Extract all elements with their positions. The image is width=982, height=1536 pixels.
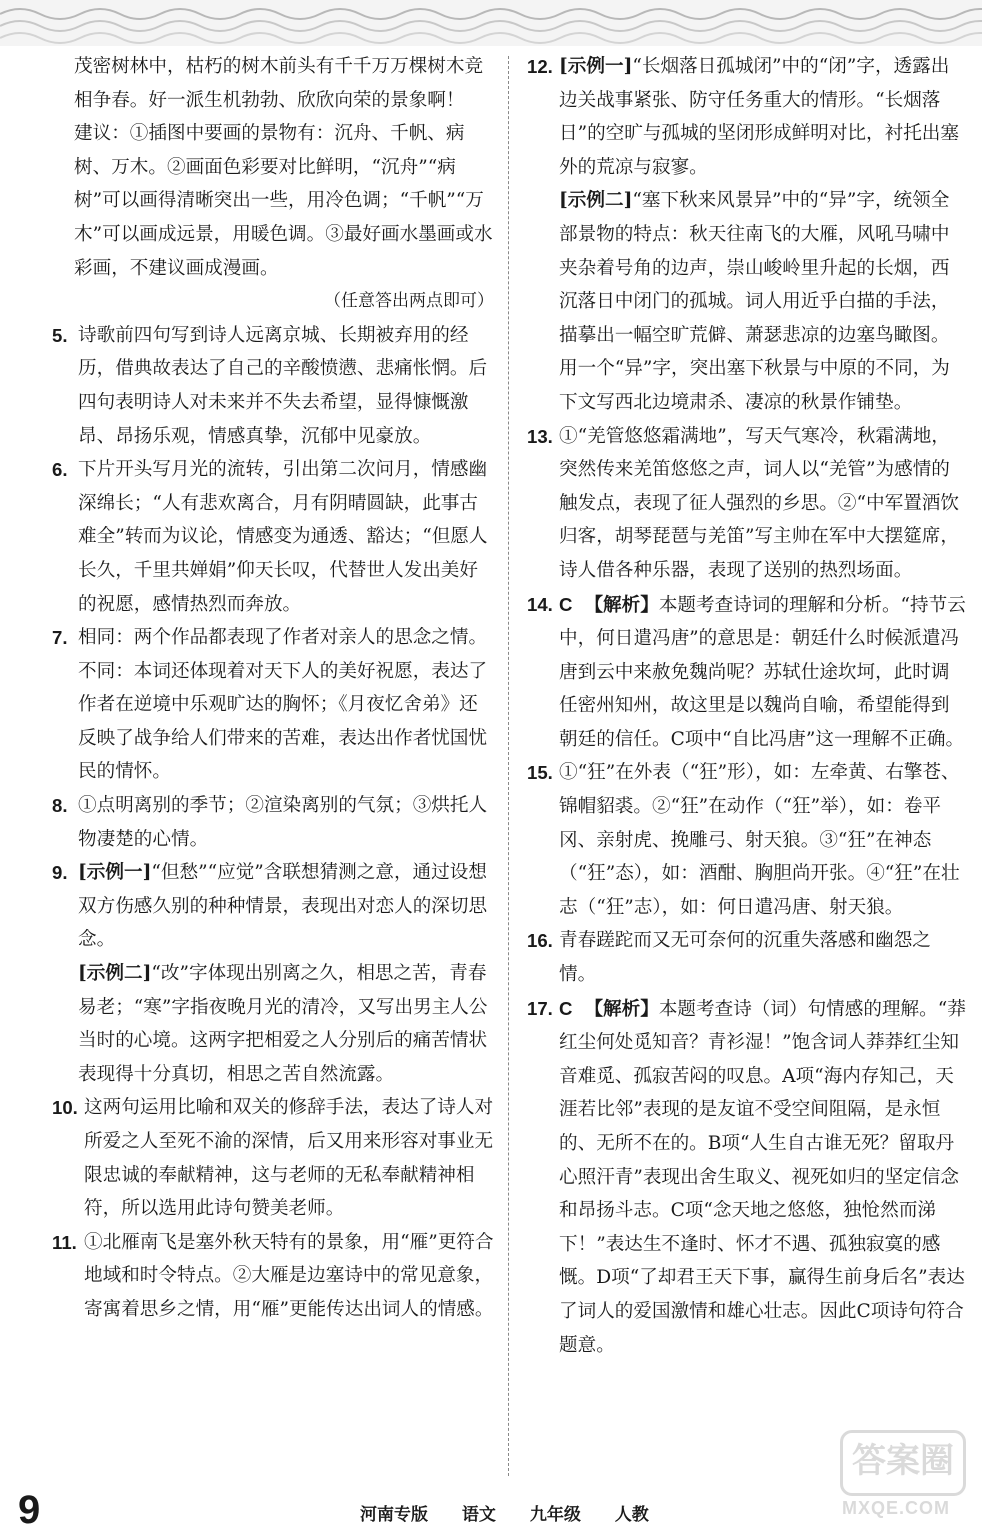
- answer-item-11: [52, 1226, 494, 1327]
- answer-item-16: [527, 924, 967, 991]
- analysis-text: 本题考查诗词的理解和分析。“持节云中，何日遣冯唐”的意思是：朝廷什么时候派遣冯唐到云中来赦免魏尚呢？苏轼仕途坎坷，此时调任密州知州，故这里是以魏尚自喻，希望能得到朝廷的信任。C项中“自比冯唐”这一理解不正确。: [559, 594, 966, 750]
- item-number: 13.: [527, 425, 553, 447]
- footer-edition: 河南专版: [360, 1505, 428, 1525]
- answer-item-17: [527, 992, 967, 1363]
- item-text: ①“狂”在外表（“狂”形），如：左牵黄、右擎苍、锦帽貂裘。②“狂”在动作（“狂”举），如：卷平冈、亲射虎、挽雕弓、射天狼。③“狂”在神态（“狂”态），如：酒酣、胸胆尚开张。④“狂”在壮志（“狂”志），如：何日遣冯唐、射天狼。: [559, 762, 960, 918]
- item-text: 诗歌前四句写到诗人远离京城、长期被弃用的经历，借典故表达了自己的辛酸愤懑、悲痛怅惘。后四句表明诗人对未来并不失去希望，显得慷慨激昂、昂扬乐观，情感真挚，沉郁中见豪放。: [78, 324, 488, 447]
- item-number: 5.: [52, 324, 68, 346]
- item-text: [559, 588, 967, 757]
- answer-item-10: [52, 1091, 494, 1225]
- answer-item-12: [527, 50, 967, 420]
- example-one: [78, 856, 494, 957]
- example-label: [示例一]: [559, 56, 633, 77]
- answer-letter: C: [559, 997, 573, 1019]
- suggestion-paragraph: 建议：①插图中要画的景物有：沉舟、千帆、病树、万木。②画面色彩要对比鲜明，“沉舟”“病树”可以画得清晰突出一些，用冷色调；“千帆”“万木”可以画成远景，用暖色调。③最好画水墨画或水彩画，不建议画成漫画。: [74, 123, 493, 279]
- item-number: 12.: [527, 56, 553, 77]
- item-number: 10.: [52, 1097, 78, 1119]
- item-number: 14.: [527, 593, 553, 615]
- item-text: 青春蹉跎而又无可奈何的沉重失落感和幽怨之情。: [559, 930, 931, 986]
- answer-item-8: [52, 789, 494, 856]
- example-label: [示例二]: [559, 190, 633, 212]
- answer-columns: [0, 50, 982, 1490]
- item-number: 15.: [527, 762, 553, 784]
- scoring-note: （任意答出两点即可）: [324, 291, 494, 312]
- example-two: [559, 184, 967, 419]
- footer-publisher: 人教: [614, 1505, 649, 1525]
- example-two: [78, 957, 494, 1091]
- analysis-text: 本题考查诗（词）句情感的理解。“莽红尘何处觅知音？青衫湿！”饱含词人莽莽红尘知音难觅、孤寂苦闷的叹息。A项“海内存知己，天涯若比邻”表现的是友谊不受空间阻隔，是永恒的、无所不在的。B项“人生自古谁无死？留取丹心照汗青”表现出舍生取义、视死如归的坚定信念和昂扬斗志。C项“念天地之悠悠，独怆然而涕下！”表达生不逢时、怀才不遇、孤独寂寞的感慨。D项“了却君王天下事，赢得生前身后名”表达了词人的爱国激情和雄心壮志。因此C项诗句符合题意。: [559, 998, 966, 1356]
- item-number: 8.: [52, 795, 68, 817]
- answer-item-6: [52, 453, 494, 621]
- item-number: 9.: [52, 862, 68, 884]
- analysis-label: 【解析】: [584, 594, 659, 616]
- item-text: [559, 992, 967, 1363]
- example-label: [示例二]: [78, 963, 152, 985]
- item-text: ①“羌管悠悠霜满地”，写天气寒冷，秋霜满地，突然传来羌笛悠悠之声，词人以“羌管”为感情的触发点，表现了征人强烈的乡思。②“中军置酒饮归客，胡琴琵琶与羌笛”写主帅在军中大摆筵席，诗人借各种乐器，表现了送别的热烈场面。: [559, 425, 959, 581]
- example-text: “塞下秋来风景异”中的“异”字，统领全部景物的特点：秋天往南飞的大雁，风吼马啸中夹杂着号角的边声，崇山峻岭里升起的长烟，西沉落日中闭门的孤城。词人用近乎白描的手法，描摹出一幅空旷荒僻、萧瑟悲凉的边塞鸟瞰图。用一个“异”字，突出塞下秋景与中原的不同，为下文写西北边境肃杀、凄凉的秋景作铺垫。: [559, 190, 950, 413]
- answer-item-14: [527, 588, 967, 757]
- item-text: 这两句运用比喻和双关的修辞手法，表达了诗人对所爱之人至死不渝的深情，后又用来形容对事业无限忠诚的奉献精神，这与老师的无私奉献精神相符，所以选用此诗句赞美老师。: [84, 1097, 494, 1220]
- item-text: 相同：两个作品都表现了作者对亲人的思念之情。 不同：本词还体现着对天下人的美好祝愿，表达了作者在逆境中乐观旷达的胸怀；《月夜忆舍弟》还反映了战争给人们带来的苦难，表达出作者忧国忧民的情怀。: [78, 627, 488, 783]
- column-divider: [508, 56, 509, 1476]
- example-label: [示例一]: [78, 862, 152, 884]
- item-number: 11.: [52, 1231, 77, 1253]
- wave-pattern-icon: [0, 0, 982, 46]
- answer-item-5: [52, 319, 494, 453]
- item-text: ①点明离别的季节；②渲染离别的气氛；③烘托人物凄楚的心情。: [78, 795, 488, 850]
- right-column: [527, 50, 967, 1490]
- watermark-logo: 答案圈: [840, 1430, 966, 1496]
- item-number: 17.: [527, 997, 553, 1019]
- page-footer: [0, 1488, 982, 1536]
- continuation-paragraph: 茂密树林中，枯朽的树木前头有千千万万棵树木竞相争春。好一派生机勃勃、欣欣向荣的景象啊！: [74, 56, 484, 111]
- item-text: ①北雁南飞是塞外秋天特有的景象，用“雁”更符合地域和时令特点。②大雁是边塞诗中的常见意象，寄寓着思乡之情，用“雁”更能传达出词人的情感。: [84, 1231, 494, 1320]
- item-number: 6.: [52, 459, 68, 481]
- footer-grade: 九年级: [529, 1505, 581, 1525]
- left-column: [52, 50, 494, 1490]
- answer-item-13: [527, 420, 967, 588]
- analysis-label: 【解析】: [584, 998, 659, 1020]
- answer-letter: C: [559, 593, 573, 615]
- answer-item-9: [52, 856, 494, 1091]
- example-text: “长烟落日孤城闭”中的“闭”字，透露出边关战事紧张、防守任务重大的情形。“长烟落日”的空旷与孤城的坚闭形成鲜明对比，衬托出塞外的荒凉与寂寥。: [559, 56, 959, 178]
- item-text: 下片开头写月光的流转，引出第二次问月，情感幽深绵长；“人有悲欢离合，月有阴晴圆缺，此事古难全”转而为议论，情感变为通透、豁达；“但愿人长久，千里共婵娟”仰天长叹，代替世人发出美好的祝愿，感情热烈而奔放。: [78, 459, 488, 615]
- footer-info: [360, 1500, 667, 1525]
- answer-item-7: [52, 621, 494, 789]
- item-number: 16.: [527, 930, 553, 952]
- answer-item-15: [527, 756, 967, 924]
- page-number: 9: [18, 1488, 41, 1532]
- watermark-url: MXQE.COM: [842, 1498, 951, 1518]
- example-text: “改”字体现出别离之久，相思之苦，青春易老；“寒”字指夜晚月光的清冷，又写出男主人公当时的心境。这两字把相爱之人分别后的痛苦情状表现得十分真切，相思之苦自然流露。: [78, 963, 488, 1085]
- example-text: “但愁”“应觉”含联想猜测之意，通过设想双方伤感久别的种种情景，表现出对恋人的深切思念。: [78, 862, 488, 951]
- example-one: [559, 50, 967, 184]
- footer-subject: 语文: [461, 1505, 496, 1525]
- header-decoration: [0, 0, 982, 46]
- item-number: 7.: [52, 627, 68, 649]
